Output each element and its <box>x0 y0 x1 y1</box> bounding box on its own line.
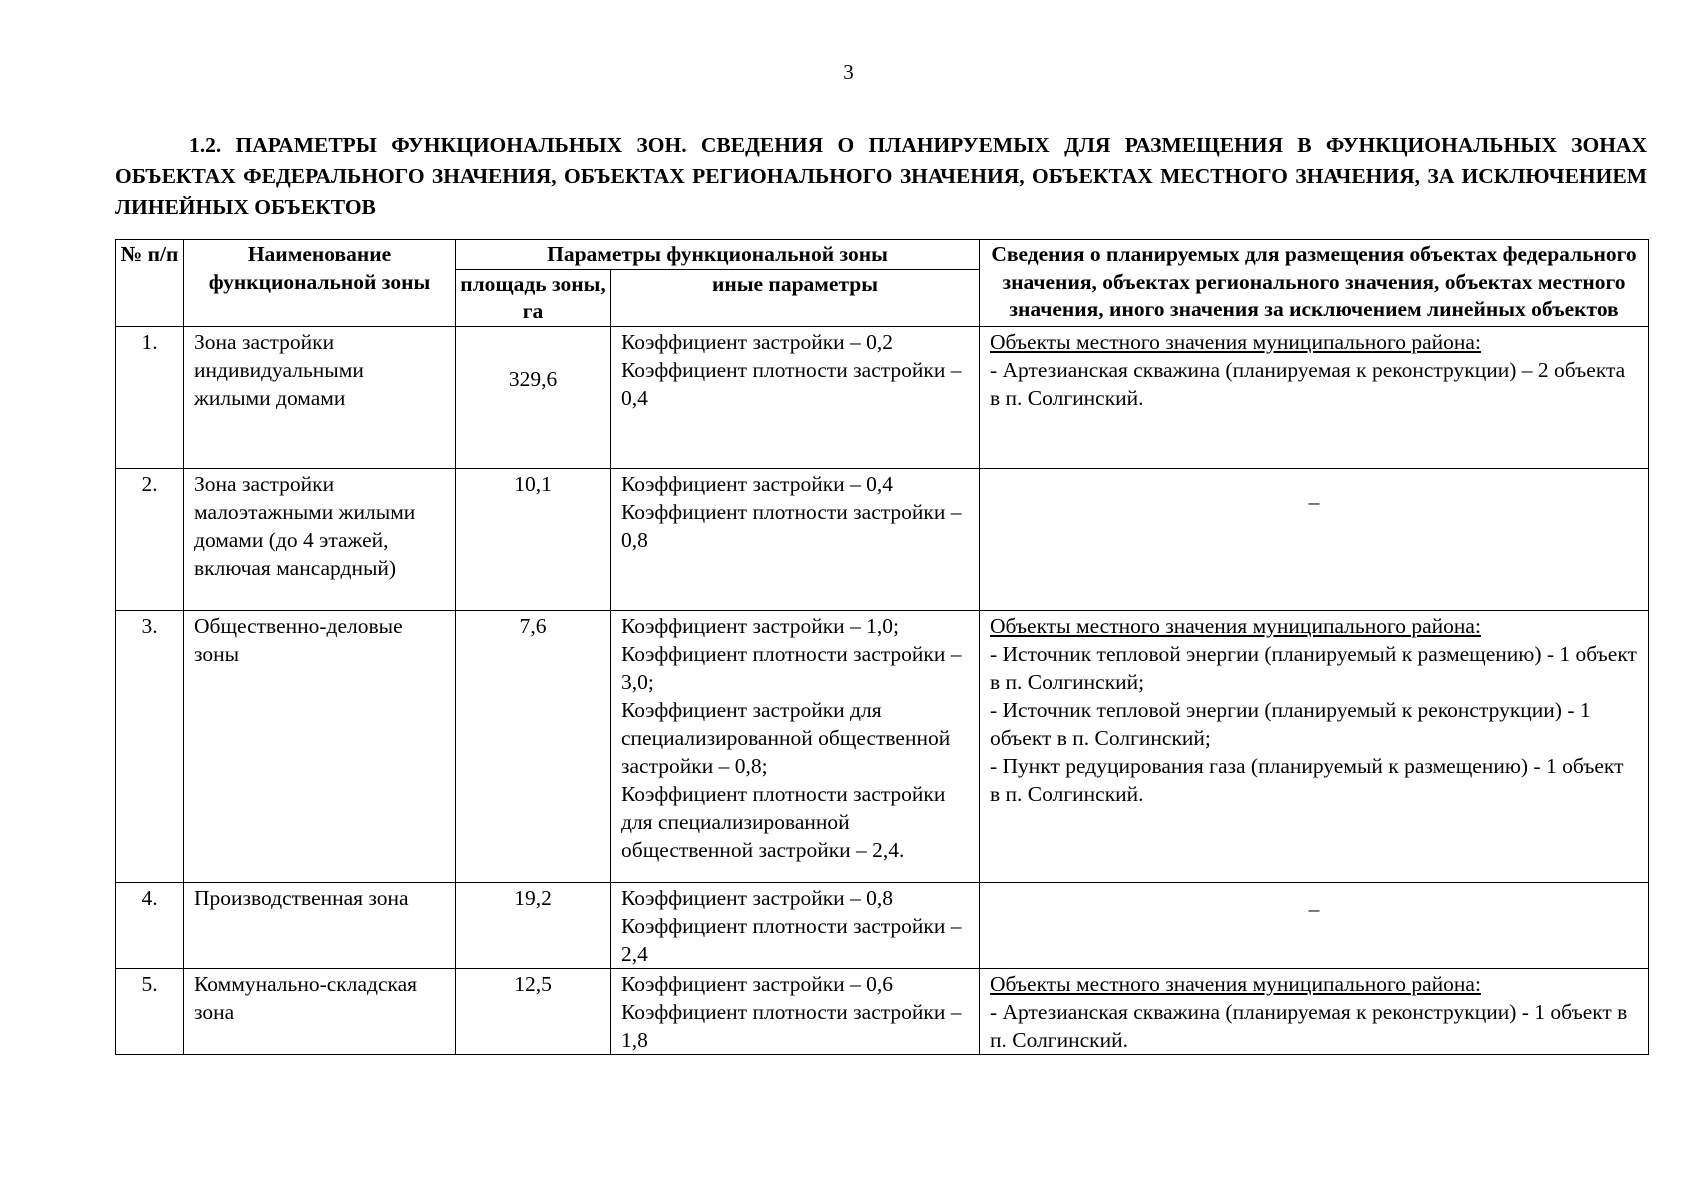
info-items <box>990 356 1638 412</box>
row-num: 2. <box>116 468 184 610</box>
text-line: - Артезианская скважина (планируемая к реконструкции) - 1 объект в п. Солгинский. <box>990 999 1628 1052</box>
zone-area: 7,6 <box>456 610 611 882</box>
header-params-group: Параметры функциональной зоны <box>456 240 980 270</box>
row-num: 1. <box>116 326 184 468</box>
zone-params <box>611 968 980 1054</box>
planned-objects-dash: _ <box>980 882 1649 968</box>
zone-area: 329,6 <box>456 326 611 468</box>
info-title: Объекты местного значения муниципального района: <box>990 329 1481 354</box>
planned-objects <box>980 968 1649 1054</box>
text-line: Коэффициент застройки для специализированной общественной застройки – 0,8; <box>621 697 951 778</box>
table-row <box>116 968 1649 1054</box>
row-num: 5. <box>116 968 184 1054</box>
zone-area: 10,1 <box>456 468 611 610</box>
text-line: - Источник тепловой энергии (планируемый к реконструкции) - 1 объект в п. Солгинский; <box>990 697 1591 750</box>
zone-params <box>611 610 980 882</box>
text-line: - Пункт редуцирования газа (планируемый к размещению) - 1 объект в п. Солгинский. <box>990 753 1624 806</box>
text-line: - Источник тепловой энергии (планируемый к размещению) - 1 объект в п. Солгинский; <box>990 641 1637 694</box>
zone-area: 12,5 <box>456 968 611 1054</box>
zone-name: Общественно-деловые зоны <box>184 610 456 882</box>
planned-objects-dash: _ <box>980 468 1649 610</box>
zone-area: 19,2 <box>456 882 611 968</box>
text-line: Коэффициент плотности застройки – 1,8 <box>621 999 962 1052</box>
zone-name: Зона застройки малоэтажными жилыми домами (до 4 этажей, включая мансардный) <box>184 468 456 610</box>
zone-name: Коммунально-складская зона <box>184 968 456 1054</box>
info-items <box>990 998 1638 1054</box>
table-row <box>116 882 1649 968</box>
planned-objects <box>980 610 1649 882</box>
row-num: 3. <box>116 610 184 882</box>
text-line: Коэффициент застройки – 0,4 <box>621 471 894 496</box>
section-heading: 1.2. ПАРАМЕТРЫ ФУНКЦИОНАЛЬНЫХ ЗОН. СВЕДЕНИЯ О ПЛАНИРУЕМЫХ ДЛЯ РАЗМЕЩЕНИЯ В ФУНКЦИОНАЛЬНЫХ ЗОНАХ ОБЪЕКТАХ ФЕДЕРАЛЬНОГО ЗНАЧЕНИЯ, ОБЪЕКТАХ РЕГИОНАЛЬНОГО ЗНАЧЕНИЯ, ОБЪЕКТАХ МЕСТНОГО ЗНАЧЕНИЯ, ЗА ИСКЛЮЧЕНИЕМ ЛИНЕЙНЫХ ОБЪЕКТОВ <box>115 133 1647 219</box>
text-line: Коэффициент плотности застройки – 2,4 <box>621 913 962 966</box>
info-title: Объекты местного значения муниципального района: <box>990 613 1481 638</box>
zone-name: Производственная зона <box>184 882 456 968</box>
table-row <box>116 610 1649 882</box>
zone-params <box>611 882 980 968</box>
zones-table <box>115 239 1649 1055</box>
planned-objects <box>980 326 1649 468</box>
text-line: Коэффициент плотности застройки для специализированной общественной застройки – 2,4. <box>621 781 946 862</box>
info-items <box>990 640 1638 808</box>
header-num: № п/п <box>116 240 184 327</box>
text-line: Коэффициент плотности застройки – 0,8 <box>621 499 962 552</box>
text-line: Коэффициент застройки – 1,0; <box>621 613 899 638</box>
zone-params <box>611 326 980 468</box>
zone-name: Зона застройки индивидуальными жилыми домами <box>184 326 456 468</box>
info-title: Объекты местного значения муниципального района: <box>990 971 1481 996</box>
text-line: Коэффициент плотности застройки – 3,0; <box>621 641 962 694</box>
header-name: Наименование функциональной зоны <box>184 240 456 327</box>
page-number: 3 <box>843 60 854 84</box>
text-line: Коэффициент плотности застройки – 0,4 <box>621 357 962 410</box>
text-line: Коэффициент застройки – 0,6 <box>621 971 894 996</box>
row-num: 4. <box>116 882 184 968</box>
zone-params <box>611 468 980 610</box>
table-row <box>116 468 1649 610</box>
header-other-params: иные параметры <box>611 269 980 326</box>
header-area: площадь зоны, га <box>456 269 611 326</box>
text-line: - Артезианская скважина (планируемая к реконструкции) – 2 объекта в п. Солгинский. <box>990 357 1626 410</box>
text-line: Коэффициент застройки – 0,8 <box>621 885 894 910</box>
table-row <box>116 326 1649 468</box>
header-info: Сведения о планируемых для размещения объектах федерального значения, объектах регионального значения, объектах местного значения, иного значения за исключением линейных объектов <box>980 240 1649 327</box>
text-line: Коэффициент застройки – 0,2 <box>621 329 894 354</box>
